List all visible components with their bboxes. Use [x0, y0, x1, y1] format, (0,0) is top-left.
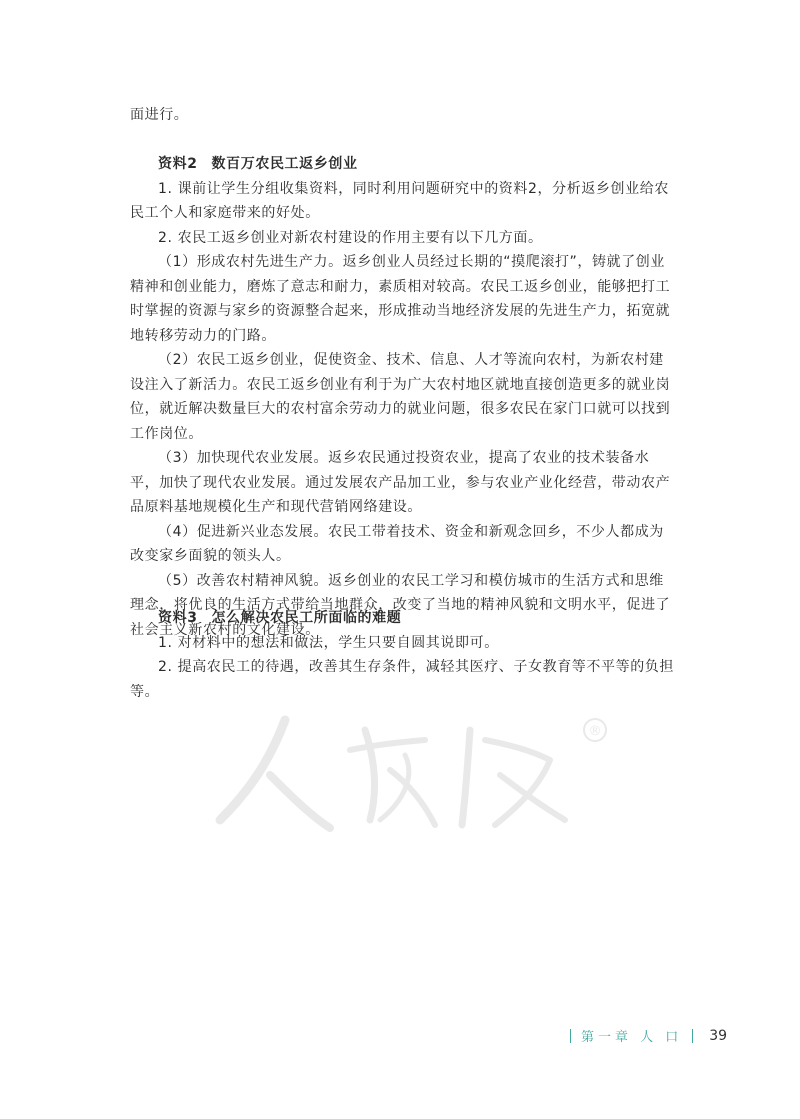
footer-chapter-title: 第一章 人 口 — [581, 1030, 683, 1045]
section-3-label: 资料3 — [158, 610, 198, 626]
section-2-title: 数百万农民工返乡创业 — [211, 156, 358, 172]
paragraph: （4）促进新兴业态发展。农民工带着技术、资金和新观念回乡，不少人都成为改变家乡面貌的领头人。 — [130, 523, 664, 564]
page-number: 39 — [709, 1027, 728, 1044]
paragraph: 1. 课前让学生分组收集资料，同时利用问题研究中的资料2，分析返乡创业给农民工个人和家庭带来的好处。 — [130, 180, 669, 221]
continuation-text-block — [130, 103, 675, 128]
paragraph: （1）形成农村先进生产力。返乡创业人员经过长期的“摸爬滚打”，铸就了创业精神和创业能力，磨炼了意志和耐力，素质相对较高。农民工返乡创业，能够把打工时掌握的资源与家乡的资源整合起来，形成推动当地经济发展的先进生产力，拓宽就地转移劳动力的门路。 — [130, 254, 671, 344]
footer-divider — [692, 1029, 693, 1043]
registered-mark: ® — [588, 724, 602, 739]
section-3 — [130, 606, 675, 704]
section-2-label: 资料2 — [158, 156, 198, 172]
continuation-line: 面进行。 — [130, 107, 189, 123]
paragraph: 1. 对材料中的想法和做法，学生只要自圆其说即可。 — [158, 634, 499, 651]
paragraph: （3）加快现代农业发展。返乡农民通过投资农业，提高了农业的技术装备水平，加快了现代农业发展。通过发展农产品加工业，参与农业产业化经营，带动农产品原料基地规模化生产和现代营销网络建设。 — [130, 450, 671, 515]
publisher-watermark-logo — [200, 700, 620, 850]
paragraph: （2）农民工返乡创业，促使资金、技术、信息、人才等流向农村，为新农村建设注入了新活力。农民工返乡创业有利于为广大农村地区就地直接创造更多的就业岗位，就近解决数量巨大的农村富余劳动力的就业问题，很多农民在家门口就可以找到工作岗位。 — [130, 352, 671, 442]
footer-divider — [570, 1029, 571, 1043]
page-footer — [560, 1026, 727, 1045]
section-3-title: 怎么解决农民工所面临的难题 — [211, 610, 402, 626]
section-2 — [130, 152, 675, 642]
paragraph: （5）改善农村精神风貌。返乡创业的农民工学习和模仿城市的生活方式和思维理念，将优良的生活方式带给当地群众，改变了当地的精神风貌和文明水平，促进了社会主义新农村的文化建设。 — [130, 572, 671, 638]
paragraph: 2. 提高农民工的待遇，改善其生存条件，减轻其医疗、子女教育等不平等的负担等。 — [130, 659, 675, 700]
section-2-heading — [130, 152, 675, 177]
paragraph: 2. 农民工返乡创业对新农村建设的作用主要有以下几方面。 — [158, 229, 543, 246]
section-3-heading — [130, 606, 675, 631]
